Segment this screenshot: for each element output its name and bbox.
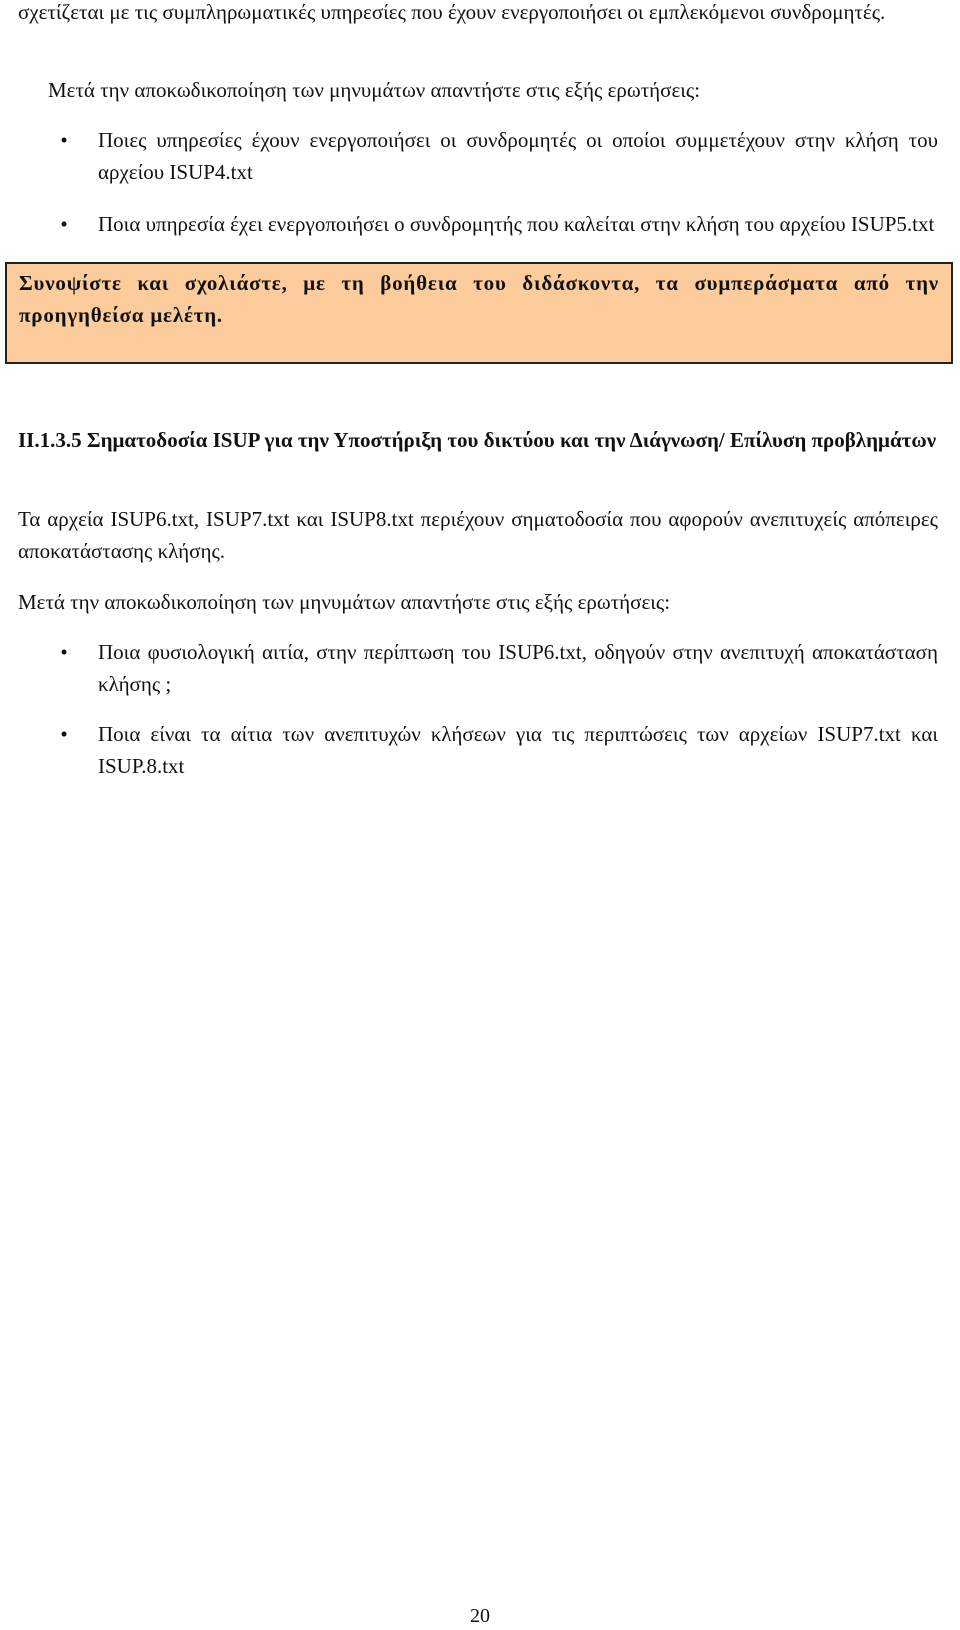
bullet-icon: • xyxy=(60,640,68,664)
questions-intro-1: Μετά την αποκωδικοποίηση των μηνυμάτων απαντήστε στις εξής ερωτήσεις: xyxy=(48,78,701,102)
section-heading: ΙΙ.1.3.5 Σηματοδοσία ISUP για την Υποστήριξη του δικτύου και την Διάγνωση/ Επίλυση προβλημάτων xyxy=(18,428,937,452)
list-item-text: Ποια υπηρεσία έχει ενεργοποιήσει ο συνδρομητής που καλείται στην κλήση του αρχείου ISUP5.txt xyxy=(98,212,935,236)
list-item xyxy=(58,124,938,188)
bullet-icon: • xyxy=(60,212,68,236)
intro-paragraph: σχετίζεται με τις συμπληρωματικές υπηρεσίες που έχουν ενεργοποιήσει οι εμπλεκόμενοι συνδρομητές. xyxy=(18,0,886,24)
list-item xyxy=(58,636,938,700)
bullet-icon: • xyxy=(60,128,68,152)
list-item xyxy=(58,718,938,782)
list-item xyxy=(58,208,938,240)
files-paragraph: Τα αρχεία ISUP6.txt, ISUP7.txt και ISUP8.txt περιέχουν σηματοδοσία που αφορούν ανεπιτυχείς απόπειρες αποκατάστασης κλήσης. xyxy=(18,507,938,563)
page-number: 20 xyxy=(470,1605,490,1627)
highlight-box: Συνοψίστε και σχολιάστε, με τη βοήθεια του διδάσκοντα, τα συμπεράσματα από την προηγηθείσα μελέτη. xyxy=(5,262,953,364)
list-item-text: Ποιες υπηρεσίες έχουν ενεργοποιήσει οι συνδρομητές οι οποίοι συμμετέχουν στην κλήση του αρχείου ISUP4.txt xyxy=(98,128,938,184)
list-item-text: Ποια είναι τα αίτια των ανεπιτυχών κλήσεων για τις περιπτώσεις των αρχείων ISUP7.txt και ISUP.8.txt xyxy=(98,722,938,778)
questions-intro-2: Μετά την αποκωδικοποίηση των μηνυμάτων απαντήστε στις εξής ερωτήσεις: xyxy=(18,590,671,614)
bullet-icon: • xyxy=(60,722,68,746)
list-item-text: Ποια φυσιολογική αιτία, στην περίπτωση του ISUP6.txt, οδηγούν στην ανεπιτυχή αποκατάσταση κλήσης ; xyxy=(98,640,938,696)
